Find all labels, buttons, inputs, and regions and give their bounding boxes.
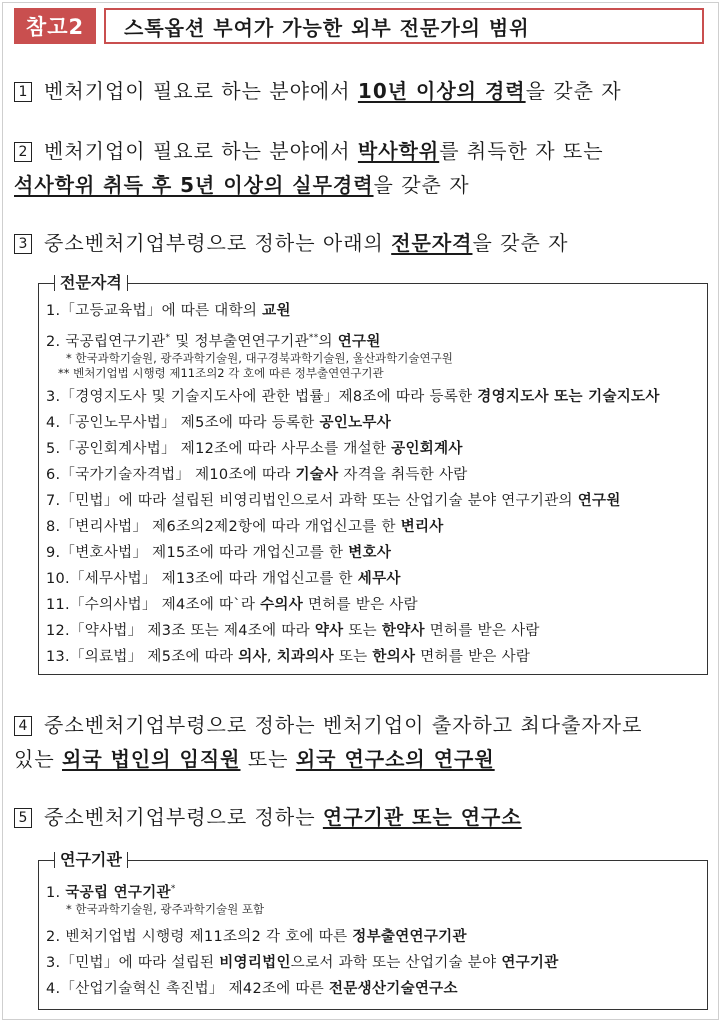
item-text: 을 갖춘 자 bbox=[373, 173, 470, 197]
item-emphasis: 외국 연구소의 연구원 bbox=[295, 747, 495, 771]
qual-line-2: 2. 국공립연구기관* 및 정부출연연구기관**의 연구원 bbox=[46, 333, 381, 350]
item-1 bbox=[14, 74, 714, 108]
item-number: 4 bbox=[14, 716, 32, 736]
item-4 bbox=[14, 708, 714, 776]
qualification-box-label bbox=[54, 273, 128, 293]
qual-line-13: 13.「의료법」 제5조에 따라 의사, 치과의사 또는 한의사 면허를 받은 사람 bbox=[46, 649, 531, 665]
item-text: 있는 bbox=[14, 747, 62, 771]
item-emphasis: 10년 이상의 경력 bbox=[357, 79, 526, 103]
item-text: 중소벤처기업부령으로 정하는 bbox=[44, 805, 323, 829]
inst-line-4: 4.「산업기술혁신 촉진법」 제42조에 따른 전문생산기술연구소 bbox=[46, 981, 458, 997]
item-text: 을 갖춘 자 bbox=[525, 79, 622, 103]
item-number: 1 bbox=[14, 82, 32, 102]
item-emphasis: 전문자격 bbox=[391, 231, 473, 255]
item-emphasis: 박사학위 bbox=[357, 139, 440, 163]
qual-footnote-1: * 한국과학기술원, 광주과학기술원, 대구경북과학기술원, 울산과학기술연구원 bbox=[66, 351, 453, 365]
item-3 bbox=[14, 226, 714, 260]
qual-line-8: 8.「변리사법」 제6조의2제2항에 따라 개업신고를 한 변리사 bbox=[46, 519, 444, 535]
box-label-text: 연구기관 bbox=[60, 850, 122, 869]
qual-line-12: 12.「약사법」 제3조 또는 제4조에 따라 약사 또는 한약사 면허를 받은 사람 bbox=[46, 623, 540, 639]
qual-line-6: 6.「국가기술자격법」 제10조에 따라 기술사 자격을 취득한 사람 bbox=[46, 467, 468, 483]
item-emphasis: 연구기관 또는 연구소 bbox=[322, 805, 522, 829]
item-text: 을 갖춘 자 bbox=[472, 231, 569, 255]
item-2 bbox=[14, 134, 714, 202]
qual-line-3: 3.「경영지도사 및 기술지도사에 관한 법률」제8조에 따라 등록한 경영지도사 또는 기술지도사 bbox=[46, 389, 660, 405]
item-text: 벤처기업이 필요로 하는 분야에서 bbox=[44, 139, 358, 163]
item-number: 5 bbox=[14, 808, 32, 828]
page-title bbox=[104, 8, 704, 44]
item-emphasis: 외국 법인의 임직원 bbox=[62, 747, 241, 771]
reference-badge: 참고2 bbox=[14, 8, 96, 44]
qual-line-7: 7.「민법」에 따라 설립된 비영리법인으로서 과학 또는 산업기술 분야 연구기관의 연구원 bbox=[46, 493, 621, 509]
qual-line-10: 10.「세무사법」 제13조에 따라 개업신고를 한 세무사 bbox=[46, 571, 401, 587]
item-number: 3 bbox=[14, 234, 32, 254]
item-5 bbox=[14, 800, 714, 834]
item-text: 중소벤처기업부령으로 정하는 벤처기업이 출자하고 최다출자자로 bbox=[44, 713, 643, 737]
qual-line-1: 1.「고등교육법」에 따른 대학의 교원 bbox=[46, 303, 291, 319]
item-text: 중소벤처기업부령으로 정하는 아래의 bbox=[44, 231, 392, 255]
qual-footnote-2: ** 벤처기업법 시행령 제11조의2 각 호에 따른 정부출연연구기관 bbox=[58, 366, 384, 380]
institution-box-label bbox=[54, 850, 128, 870]
qual-line-9: 9.「변호사법」 제15조에 따라 개업신고를 한 변호사 bbox=[46, 545, 392, 561]
qual-line-4: 4.「공인노무사법」 제5조에 따라 등록한 공인노무사 bbox=[46, 415, 392, 431]
item-text: 또는 bbox=[240, 747, 296, 771]
qual-line-5: 5.「공인회계사법」 제12조에 따라 사무소를 개설한 공인회계사 bbox=[46, 441, 463, 457]
item-text: 벤처기업이 필요로 하는 분야에서 bbox=[44, 79, 358, 103]
inst-line-1: 1. 국공립 연구기관* bbox=[46, 884, 176, 901]
page-title-text: 스톡옵션 부여가 가능한 외부 전문가의 범위 bbox=[124, 15, 530, 40]
qual-line-11: 11.「수의사법」 제4조에 따`라 수의사 면허를 받은 사람 bbox=[46, 597, 418, 613]
box-label-text: 전문자격 bbox=[60, 273, 122, 292]
item-text: 를 취득한 자 또는 bbox=[439, 139, 604, 163]
inst-line-3: 3.「민법」에 따라 설립된 비영리법인으로서 과학 또는 산업기술 분야 연구기관 bbox=[46, 955, 559, 971]
item-emphasis: 석사학위 취득 후 5년 이상의 실무경력 bbox=[14, 173, 374, 197]
inst-footnote: * 한국과학기술원, 광주과학기술원 포함 bbox=[66, 902, 265, 916]
inst-line-2: 2. 벤처기업법 시행령 제11조의2 각 호에 따른 정부출연연구기관 bbox=[46, 929, 467, 945]
item-number: 2 bbox=[14, 142, 32, 162]
